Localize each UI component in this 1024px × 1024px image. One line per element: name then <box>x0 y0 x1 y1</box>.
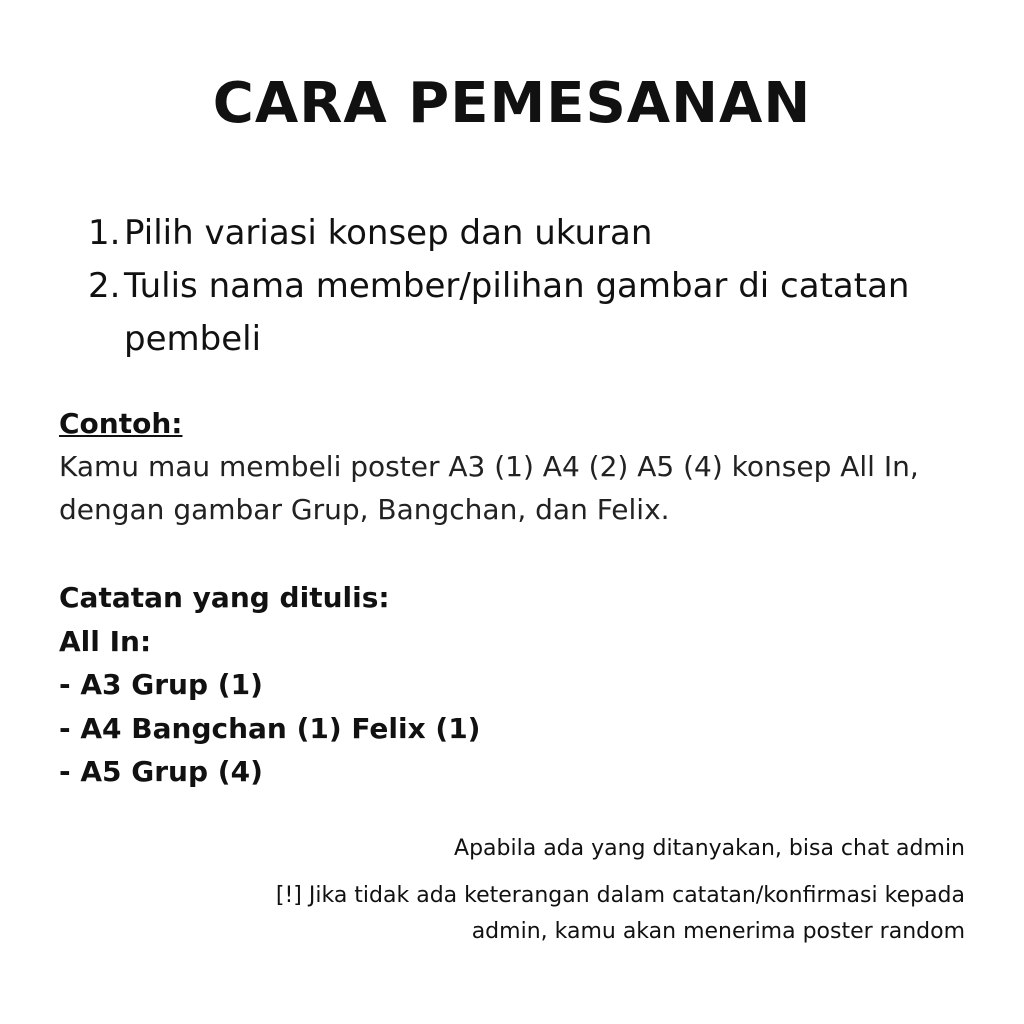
step-number: 1. <box>88 213 121 253</box>
step-number: 2. <box>88 266 121 306</box>
notes-heading: Catatan yang ditulis: <box>59 581 390 614</box>
notes-section <box>59 576 959 794</box>
warning-note: [!] Jika tidak ada keterangan dalam catatan/konfirmasi kepada admin, kamu akan menerima poster random <box>275 883 965 944</box>
notes-line: - A4 Bangchan (1) Felix (1) <box>59 711 481 745</box>
step-text: Tulis nama member/pilihan gambar di catatan pembeli <box>124 266 910 359</box>
notes-line: - A3 Grup (1) <box>59 668 263 701</box>
step-text: Pilih variasi konsep dan ukuran <box>124 213 653 253</box>
footer-section <box>265 830 965 950</box>
example-section <box>59 402 959 531</box>
example-text: Kamu mau membeli poster A3 (1) A4 (2) A5 (4) konsep All In, dengan gambar Grup, Bangchan, dan Felix. <box>59 450 919 526</box>
page-title: CARA PEMESANAN <box>212 71 812 136</box>
notes-line: - A5 Grup (4) <box>59 755 263 788</box>
order-steps-list <box>88 207 968 366</box>
example-heading: Contoh: <box>59 407 183 440</box>
contact-note: Apabila ada yang ditanyakan, bisa chat admin <box>454 836 965 861</box>
notes-line: All In: <box>59 624 152 658</box>
order-step <box>88 260 968 366</box>
order-step <box>88 207 968 260</box>
